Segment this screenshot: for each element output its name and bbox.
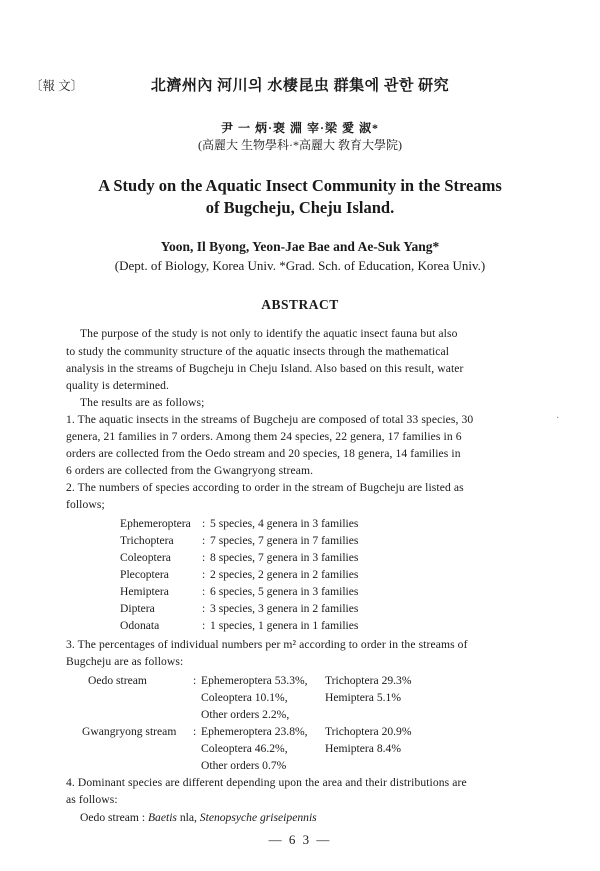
abstract-line: orders are collected from the Oedo stream and 20 species, 18 genera, 14 families in	[66, 447, 461, 460]
order-row	[0, 602, 600, 618]
colon-separator: :	[193, 725, 197, 738]
order-desc: 1 species, 1 genera in 1 families	[210, 619, 359, 632]
abstract-line: 6 orders are collected from the Gwangryong stream.	[66, 464, 314, 477]
english-authors: Yoon, Il Byong, Yeon-Jae Bae and Ae-Suk Yang*	[160, 239, 440, 254]
order-row	[0, 534, 600, 550]
colon-separator: :	[202, 551, 206, 564]
abstract-item3-line1: 3. The percentages of individual numbers per m² according to order in the streams of	[66, 638, 468, 651]
pct-cell: Ephemeroptera 23.8%,	[201, 725, 308, 738]
abstract-line: quality is determined.	[66, 379, 169, 392]
colon-separator: :	[193, 674, 197, 687]
order-desc: 7 species, 7 genera in 7 families	[210, 534, 359, 547]
english-title-line-1: A Study on the Aquatic Insect Community in the Streams	[98, 176, 502, 195]
order-row	[0, 619, 600, 635]
abstract-line: follows;	[66, 498, 105, 511]
oedo-label: Oedo stream	[88, 674, 147, 687]
pct-cell: Hemiptera 5.1%	[325, 691, 401, 704]
pct-cell: Trichoptera 20.9%	[325, 725, 412, 738]
order-row	[0, 517, 600, 533]
order-name: Trichoptera	[120, 534, 174, 547]
colon-separator: :	[202, 602, 206, 615]
article-type-tag: 〔報 文〕	[30, 79, 84, 93]
order-row	[0, 585, 600, 601]
abstract-item4-line1: 4. Dominant species are different depending upon the area and their distributions are	[66, 776, 467, 789]
colon-separator: :	[202, 534, 206, 547]
order-name: Diptera	[120, 602, 155, 615]
order-name: Hemiptera	[120, 585, 169, 598]
order-desc: 6 species, 5 genera in 3 families	[210, 585, 359, 598]
abstract-line: 2. The numbers of species according to order in the stream of Bugcheju are listed as	[66, 481, 464, 494]
colon-separator: :	[202, 568, 206, 581]
order-desc: 5 species, 4 genera in 3 families	[210, 517, 359, 530]
abstract-line: The results are as follows;	[80, 396, 205, 409]
colon-separator: :	[202, 585, 206, 598]
pct-cell: Coleoptera 46.2%,	[201, 742, 288, 755]
abstract-line: The purpose of the study is not only to identify the aquatic insect fauna but also	[80, 327, 458, 340]
english-title-line-2: of Bugcheju, Cheju Island.	[205, 198, 395, 217]
species-text: nla,	[176, 811, 200, 824]
order-desc: 2 species, 2 genera in 2 families	[210, 568, 359, 581]
english-affiliation: (Dept. of Biology, Korea Univ. *Grad. Sch. of Education, Korea Univ.)	[114, 258, 486, 273]
abstract-line: genera, 21 families in 7 orders. Among them 24 species, 22 genera, 17 families in 6	[66, 430, 462, 443]
colon-separator: :	[202, 517, 206, 530]
species-name: Baetis	[147, 811, 177, 824]
order-name: Ephemeroptera	[120, 517, 191, 530]
pct-cell: Other orders 2.2%,	[201, 708, 290, 721]
pct-cell: Other orders 0.7%	[201, 759, 287, 772]
species-name: Stenopsyche griseipennis	[199, 811, 317, 824]
speck-mark: ·	[556, 413, 560, 424]
oedo-dominant-label: Oedo stream :	[80, 811, 146, 824]
korean-affiliation: (高麗大 生物學科·*高麗大 敎育大學院)	[198, 138, 402, 152]
korean-title: 北濟州內 河川의 水棲昆虫 群集에 관한 研究	[150, 78, 450, 94]
pct-cell: Coleoptera 10.1%,	[201, 691, 288, 704]
colon-separator: :	[202, 619, 206, 632]
pct-cell: Ephemeroptera 53.3%,	[201, 674, 308, 687]
abstract-heading: ABSTRACT	[261, 297, 339, 312]
order-name: Odonata	[120, 619, 160, 632]
order-row	[0, 568, 600, 584]
pct-cell: Hemiptera 8.4%	[325, 742, 401, 755]
order-name: Plecoptera	[120, 568, 169, 581]
oedo-dominant-line	[80, 811, 317, 824]
abstract-line: 1. The aquatic insects in the streams of Bugcheju are composed of total 33 species, 30	[66, 413, 474, 426]
korean-authors: 尹 一 炳·裵 淵 宰·梁 愛 淑*	[220, 121, 379, 135]
abstract-line: to study the community structure of the aquatic insects through the mathematical	[66, 345, 450, 358]
abstract-line: analysis in the streams of Bugcheju in Cheju Island. Also based on this result, water	[66, 362, 464, 375]
order-desc: 8 species, 7 genera in 3 families	[210, 551, 359, 564]
pct-cell: Trichoptera 29.3%	[325, 674, 412, 687]
order-desc: 3 species, 3 genera in 2 families	[210, 602, 359, 615]
order-name: Coleoptera	[120, 551, 171, 564]
order-row	[0, 551, 600, 567]
abstract-item4-line2: as follows:	[66, 793, 118, 806]
abstract-item3-line2: Bugcheju are as follows:	[66, 655, 184, 668]
page-number: — 6 3 —	[268, 832, 332, 847]
gwangryong-label: Gwangryong stream	[82, 725, 177, 738]
